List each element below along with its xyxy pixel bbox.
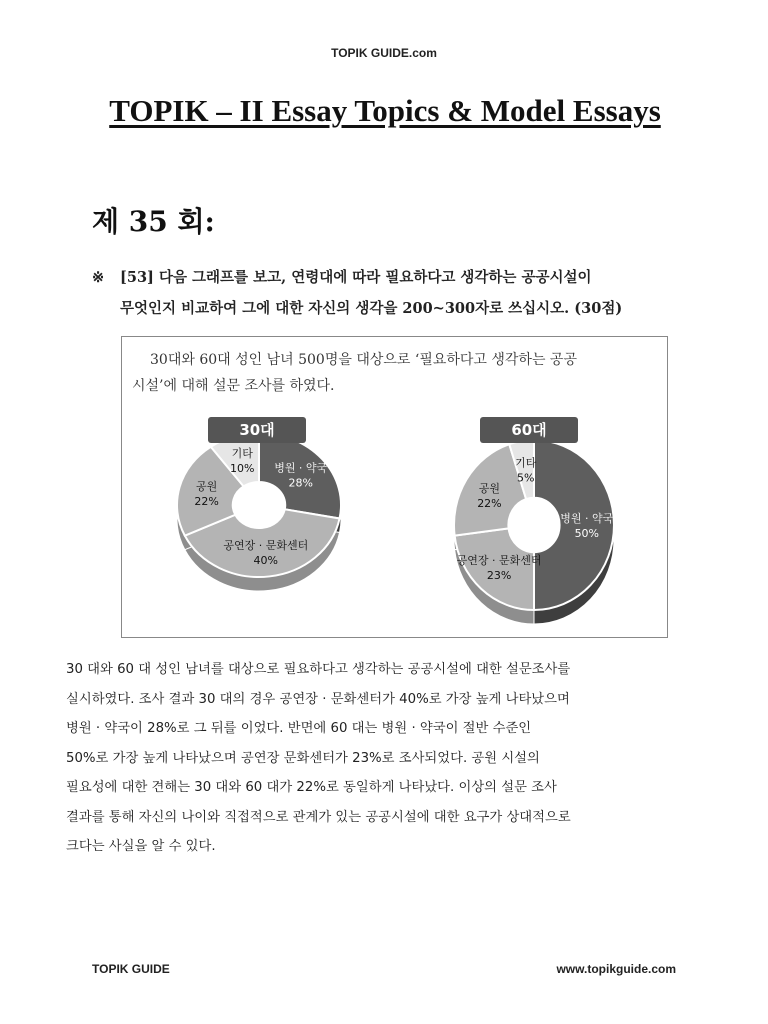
donut-charts — [122, 337, 669, 639]
donut-chart-0 — [177, 417, 341, 591]
figure-intro-line-1: 30대와 60대 성인 남녀 500명을 대상으로 ‘필요하다고 생각하는 공공 — [150, 352, 577, 368]
essay-line: 실시하였다. 조사 결과 30 대의 경우 공연장 · 문화센터가 40%로 가장 높게 나타났으며 — [66, 691, 570, 707]
figure-box — [121, 336, 668, 638]
slice-category-label: 기타 — [231, 446, 253, 460]
question-block — [92, 262, 682, 324]
slice-value-label: 40% — [253, 554, 279, 568]
round-heading: 제 35 회: — [92, 205, 215, 238]
essay-line: 필요성에 대한 견해는 30 대와 60 대가 22%로 동일하게 나타났다. 이상의 설문 조사 — [66, 780, 557, 795]
slice-value-label: 50% — [574, 527, 600, 540]
figure-intro-line-2: 시설’에 대해 설문 조사를 하였다. — [132, 378, 335, 394]
essay-line: 50%로 가장 높게 나타났으며 공연장 문화센터가 23%로 조사되었다. 공원 시설의 — [66, 750, 540, 766]
model-essay — [66, 655, 686, 862]
slice-category-label: 병원 · 약국 — [274, 461, 328, 475]
site-header: TOPIK GUIDE.com — [331, 46, 437, 60]
slice-value-label: 28% — [288, 476, 313, 490]
slice-value-label: 22% — [194, 495, 219, 509]
reference-mark: ※ — [92, 269, 105, 286]
slice-value-label: 10% — [230, 461, 255, 475]
donut-chart-1 — [454, 417, 614, 624]
slice-category-label: 공원 — [478, 481, 501, 495]
slice-category-label: 공연장 · 문화센터 — [456, 554, 542, 568]
slice-category-label: 공연장 · 문화센터 — [223, 539, 309, 553]
slice-category-label: 기타 — [515, 456, 537, 470]
question-line-2: 무엇인지 비교하여 그에 대한 자신의 생각을 200~300자로 쓰십시오. (30점) — [120, 300, 623, 317]
footer-left: TOPIK GUIDE — [92, 962, 170, 976]
chart-title: 60대 — [511, 421, 547, 439]
essay-line: 크다는 사실을 알 수 있다. — [66, 839, 216, 854]
slice-value-label: 5% — [517, 471, 535, 485]
essay-line: 30 대와 60 대 성인 남녀를 대상으로 필요하다고 생각하는 공공시설에 대한 설문조사를 — [66, 662, 571, 677]
footer-right: www.topikguide.com — [556, 962, 676, 976]
chart-title: 30대 — [239, 421, 275, 439]
slice-value-label: 23% — [486, 569, 512, 583]
essay-line: 결과를 통해 자신의 나이와 직접적으로 관계가 있는 공공시설에 대한 요구가 상대적으로 — [66, 809, 571, 825]
donut-hole — [233, 482, 285, 528]
slice-value-label: 22% — [477, 496, 502, 510]
slice-category-label: 병원 · 약국 — [560, 512, 614, 525]
slice-category-label: 공원 — [195, 480, 218, 494]
essay-line: 병원 · 약국이 28%로 그 뒤를 이었다. 반면에 60 대는 병원 · 약국이 절반 수준인 — [66, 721, 532, 736]
donut-hole — [508, 498, 559, 552]
page-title: TOPIK – II Essay Topics & Model Essays — [109, 93, 661, 128]
question-line-1: [53] 다음 그래프를 보고, 연령대에 따라 필요하다고 생각하는 공공시설이 — [120, 269, 592, 286]
